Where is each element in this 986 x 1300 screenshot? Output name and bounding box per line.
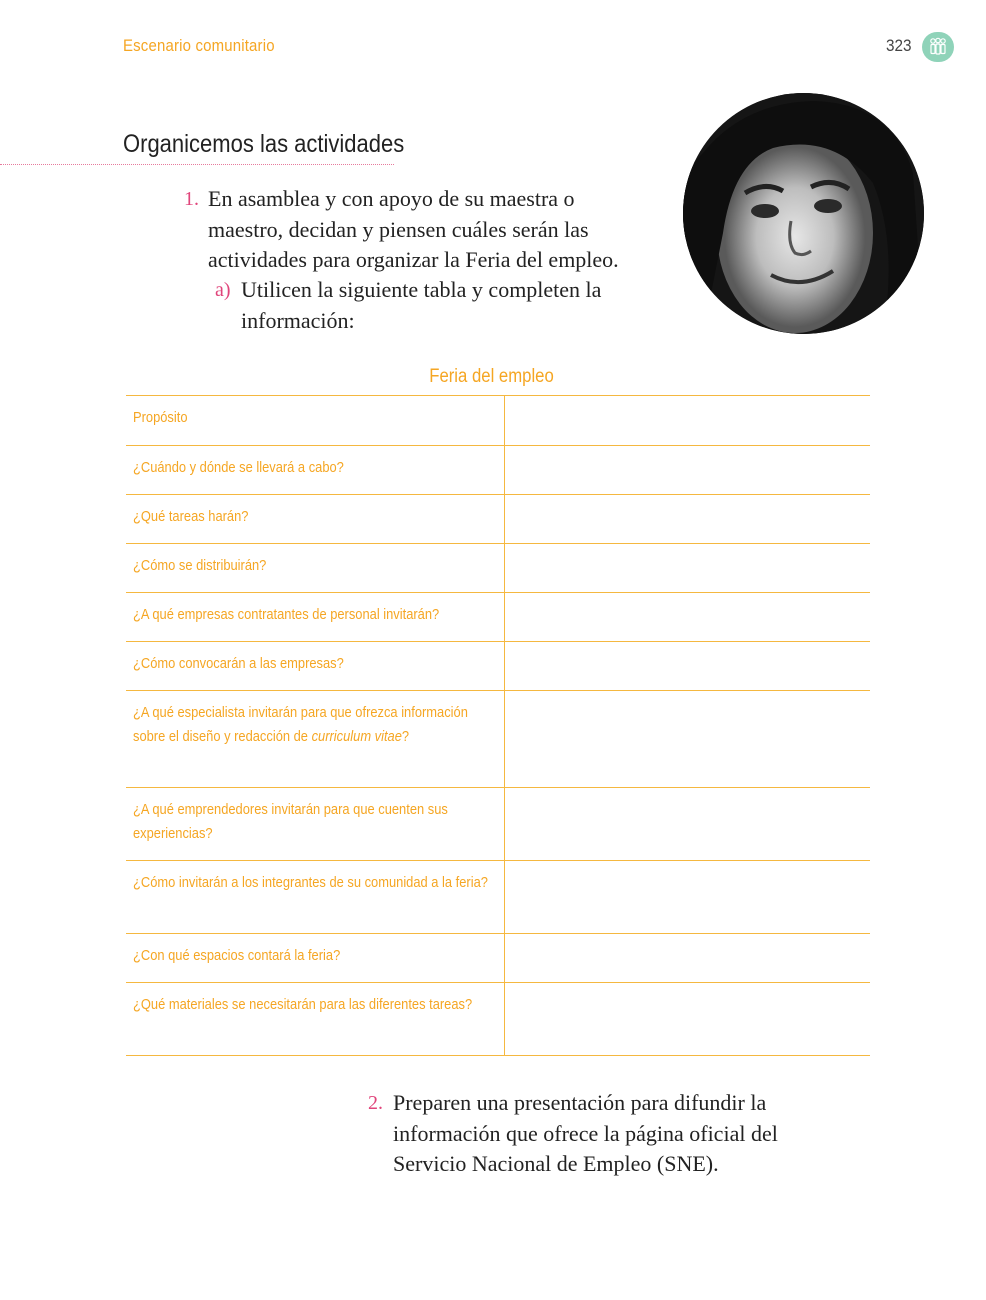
row-question: ¿Cómo invitarán a los integrantes de su comunidad a la feria? <box>133 874 488 891</box>
instruction-text: Utilicen la siguiente tabla y completen la información: <box>241 277 602 333</box>
answer-cell[interactable] <box>505 544 871 593</box>
answer-cell[interactable] <box>505 934 871 983</box>
answer-cell[interactable] <box>505 593 871 642</box>
table-row <box>126 642 870 691</box>
table-row <box>126 396 870 446</box>
table-row <box>126 446 870 495</box>
instruction-text: En asamblea y con apoyo de su maestra o maestro, decidan y piensen cuáles serán las actividades para organizar la Feria del empleo. <box>208 186 619 272</box>
answer-cell[interactable] <box>505 495 871 544</box>
row-question: ¿Qué tareas harán? <box>133 508 249 525</box>
row-question: ¿Qué materiales se necesitarán para las diferentes tareas? <box>133 996 473 1013</box>
answer-cell[interactable] <box>505 691 871 788</box>
answer-cell[interactable] <box>505 396 871 446</box>
table-caption: Feria del empleo <box>429 366 554 387</box>
community-people-icon <box>922 32 954 62</box>
row-question-italic: curriculum vitae <box>311 727 402 745</box>
answer-cell[interactable] <box>505 861 871 934</box>
row-question: ¿Cuándo y dónde se llevará a cabo? <box>133 459 344 476</box>
row-question: ¿A qué empresas contratantes de personal invitarán? <box>133 606 440 623</box>
row-question <box>133 701 497 748</box>
row-question: Propósito <box>133 409 188 426</box>
answer-cell[interactable] <box>505 983 871 1056</box>
row-question: ¿Con qué espacios contará la feria? <box>133 947 341 964</box>
running-header-section: Escenario comunitario <box>123 36 275 55</box>
section-title: Organicemos las actividades <box>123 130 405 158</box>
instruction-1 <box>184 184 648 276</box>
instruction-2 <box>368 1088 823 1180</box>
instruction-number: 2. <box>368 1092 383 1114</box>
student-portrait-photo <box>683 93 924 334</box>
table-row <box>126 788 870 861</box>
answer-cell[interactable] <box>505 788 871 861</box>
row-question-end: ? <box>401 727 410 745</box>
table-row <box>126 934 870 983</box>
instruction-text: Preparen una presentación para difundir la información que ofrece la página oficial del Servicio Nacional de Empleo (SNE). <box>393 1090 778 1176</box>
table-row <box>126 544 870 593</box>
table-row <box>126 861 870 934</box>
answer-cell[interactable] <box>505 642 871 691</box>
row-question: ¿Cómo convocarán a las empresas? <box>133 655 344 672</box>
row-question: ¿A qué emprendedores invitarán para que cuenten sus experiencias? <box>133 801 448 842</box>
instruction-letter: a) <box>215 279 231 301</box>
answer-cell[interactable] <box>505 446 871 495</box>
row-question-text: ¿A qué especialista invitarán para que ofrezca información sobre el diseño y redacción de <box>133 704 468 745</box>
instruction-1a <box>215 275 661 336</box>
table-row <box>126 495 870 544</box>
title-underline <box>0 164 394 165</box>
table-row <box>126 691 870 788</box>
row-question: ¿Cómo se distribuirán? <box>133 557 267 574</box>
instruction-number: 1. <box>184 188 199 210</box>
page-number: 323 <box>886 36 912 55</box>
table-row <box>126 593 870 642</box>
feria-table <box>126 395 870 1056</box>
table-row <box>126 983 870 1056</box>
